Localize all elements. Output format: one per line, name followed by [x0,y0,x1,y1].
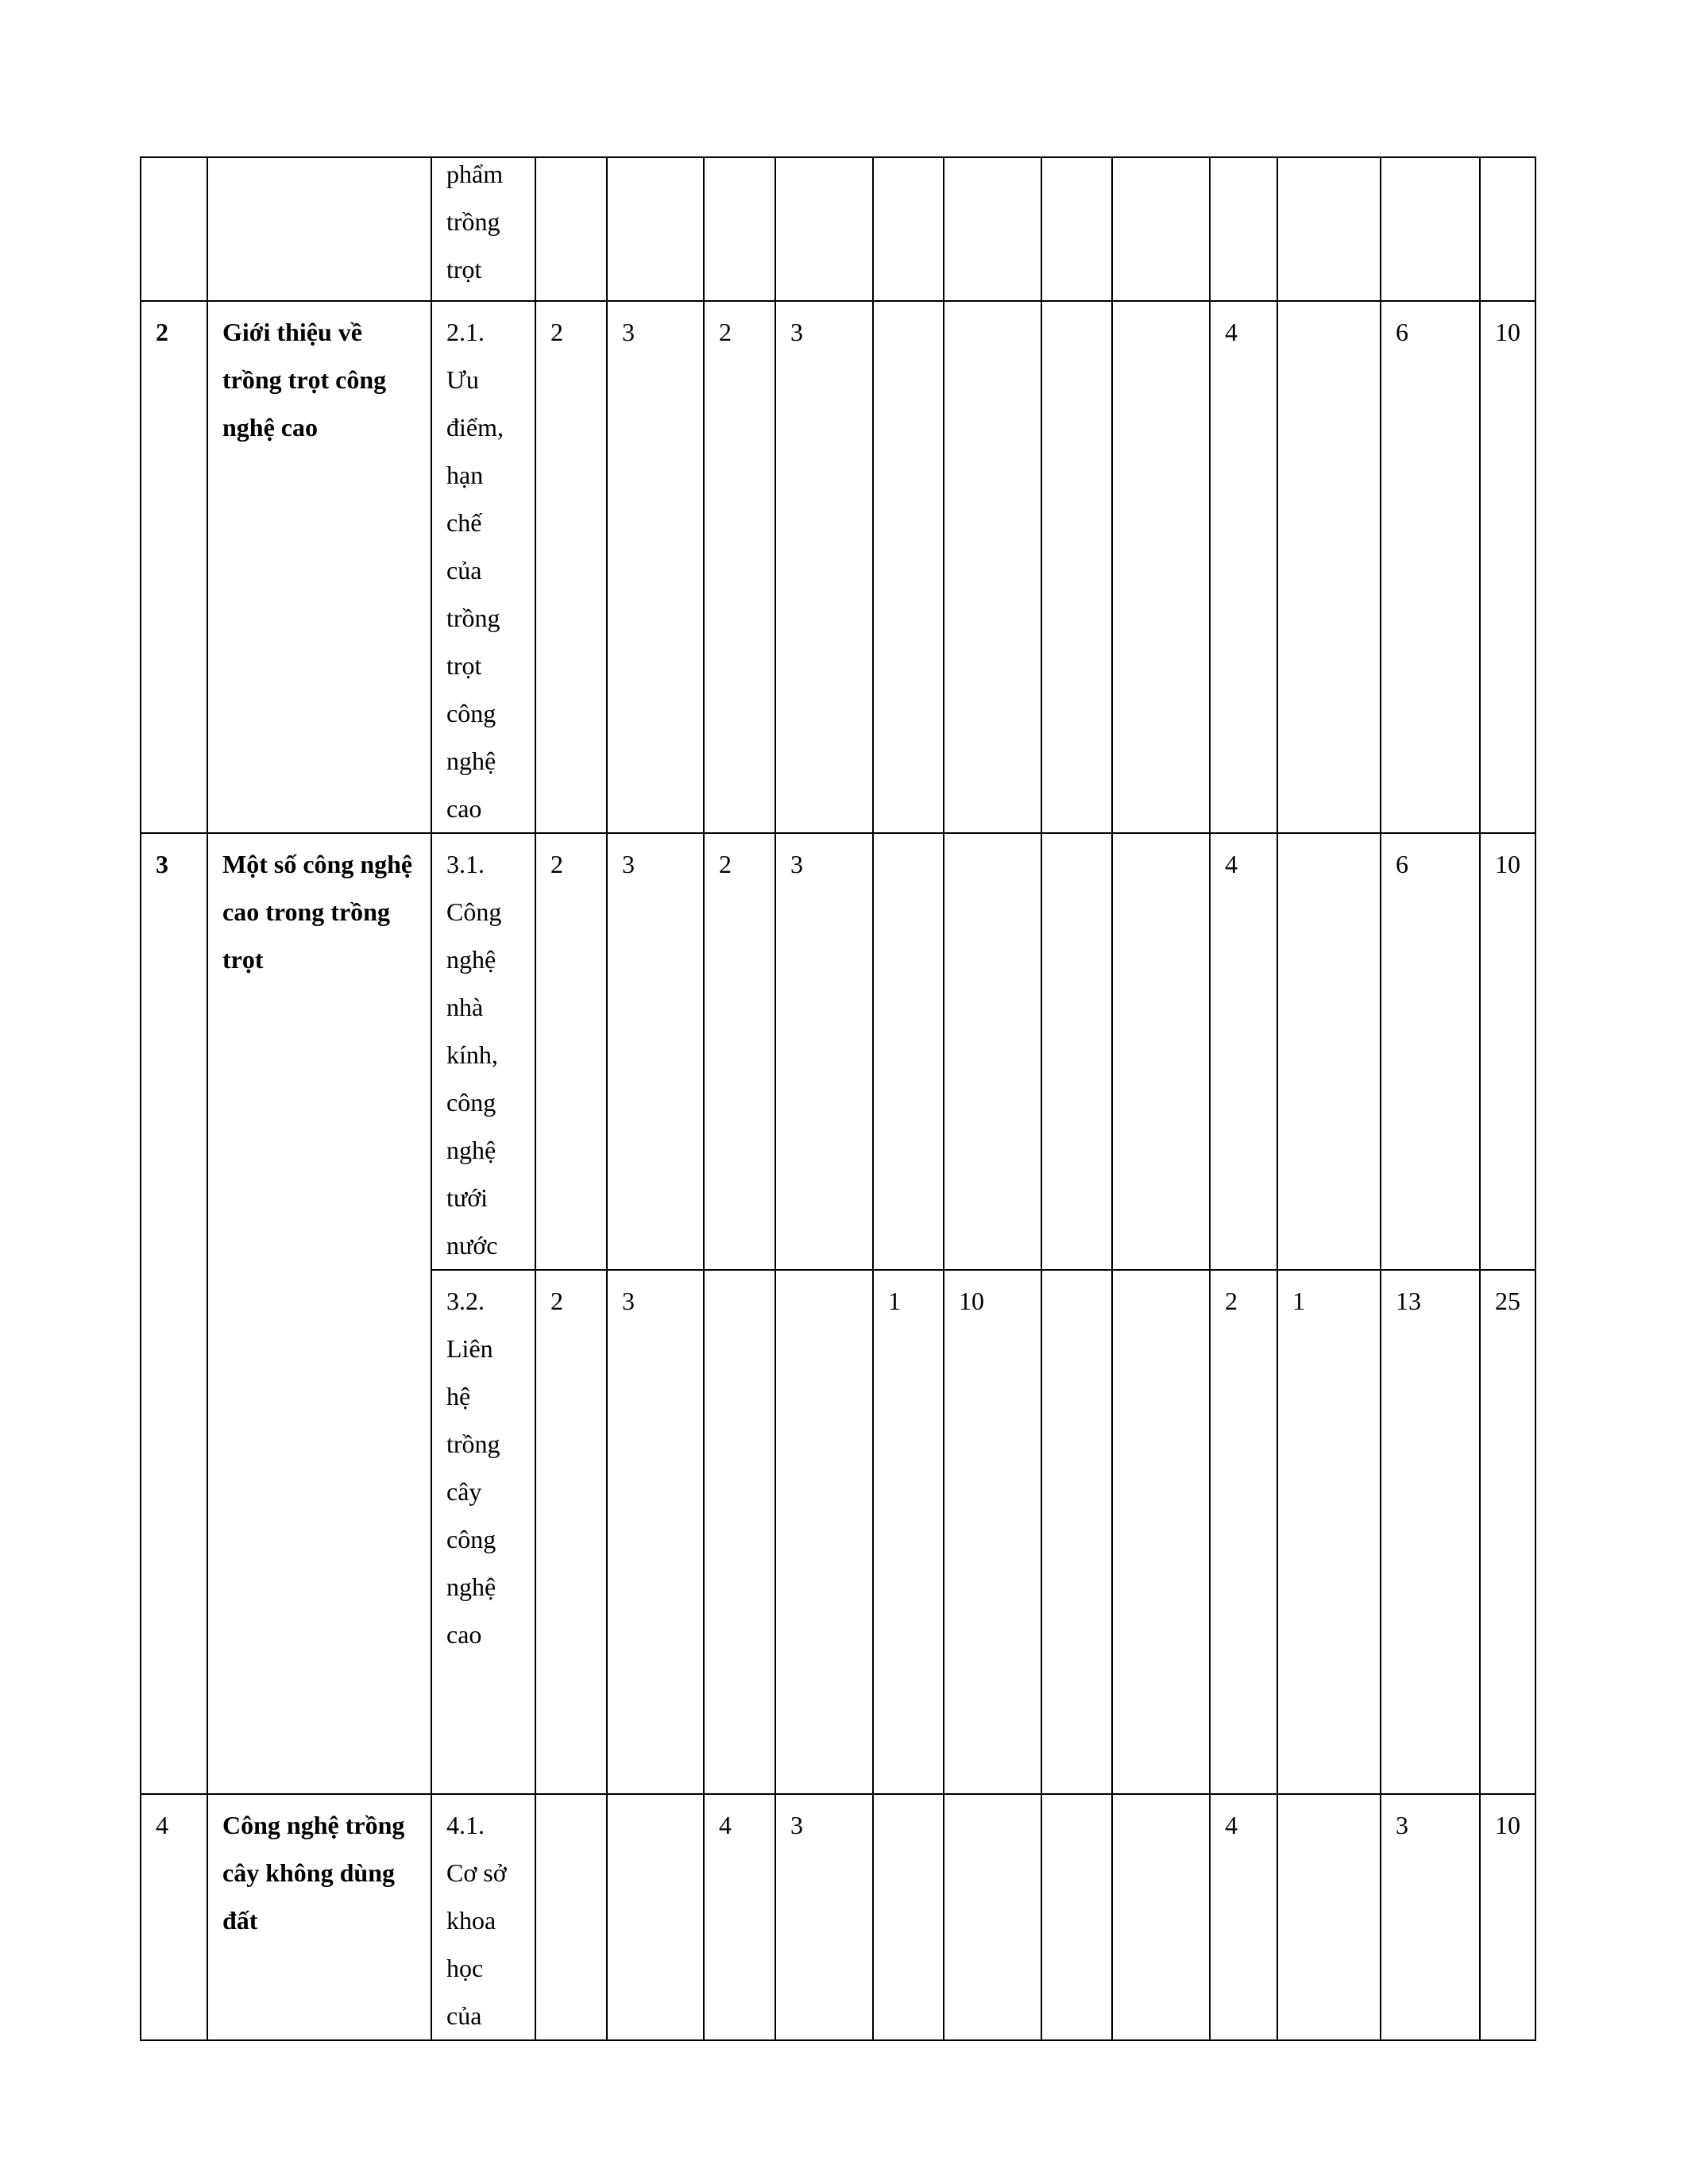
value-cell: 1 [873,1270,944,1794]
value-cell [1041,301,1112,833]
value-cell: 13 [1381,1270,1480,1794]
value-cell [1277,833,1381,1270]
value-cell: 4 [704,1794,775,2040]
value-cell: 10 [1480,1794,1535,2040]
table-row [141,157,1535,301]
value-cell [775,1270,873,1794]
value-cell [704,1270,775,1794]
topic-cell: Một số công nghệ cao trong trồng trọt [207,833,431,1794]
unit-cell: 3.2. Liên hệ trồng cây công nghệ cao [431,1270,535,1794]
value-cell: 4 [1210,833,1277,1270]
value-cell [535,1794,607,2040]
unit-cell [431,157,535,301]
value-cell [704,157,775,301]
value-cell: 1 [1277,1270,1381,1794]
value-cell: 2 [1210,1270,1277,1794]
value-cell [607,157,704,301]
value-cell: 3 [607,301,704,833]
value-cell [944,833,1041,1270]
value-cell [1277,1794,1381,2040]
row-number-cell: 2 [141,301,207,833]
table-row [141,1794,1535,2040]
value-cell: 3 [607,1270,704,1794]
table-row [141,833,1535,1270]
value-cell [775,157,873,301]
value-cell [1041,833,1112,1270]
value-cell [1112,1794,1210,2040]
value-cell [873,157,944,301]
topic-cell: Công nghệ trồng cây không dùng đất [207,1794,431,2040]
value-cell [873,833,944,1270]
value-cell: 3 [775,301,873,833]
topic-cell: Giới thiệu về trồng trọt công nghệ cao [207,301,431,833]
value-cell: 3 [1381,1794,1480,2040]
assessment-matrix-table [140,156,1536,2041]
value-cell: 2 [704,301,775,833]
value-cell [1112,157,1210,301]
value-cell: 10 [1480,833,1535,1270]
value-cell: 2 [704,833,775,1270]
value-cell [1277,301,1381,833]
unit-cell: 4.1. Cơ sở khoa học của [431,1794,535,2040]
value-cell: 10 [944,1270,1041,1794]
value-cell [535,157,607,301]
value-cell [944,301,1041,833]
value-cell [944,157,1041,301]
value-cell: 3 [775,1794,873,2040]
value-cell [1112,833,1210,1270]
value-cell: 4 [1210,1794,1277,2040]
value-cell: 3 [607,833,704,1270]
value-cell: 6 [1381,833,1480,1270]
value-cell [1381,157,1480,301]
unit-text: phẩm trồng trọt [446,160,504,284]
value-cell: 3 [775,833,873,1270]
value-cell: 2 [535,1270,607,1794]
value-cell [1112,301,1210,833]
topic-cell [207,157,431,301]
value-cell [1277,157,1381,301]
value-cell: 6 [1381,301,1480,833]
value-cell: 2 [535,301,607,833]
value-cell [873,301,944,833]
value-cell: 2 [535,833,607,1270]
value-cell [873,1794,944,2040]
row-number-cell [141,157,207,301]
row-number-cell: 4 [141,1794,207,2040]
value-cell [1210,157,1277,301]
unit-cell: 3.1. Công nghệ nhà kính, công nghệ tưới nước [431,833,535,1270]
table-row [141,301,1535,833]
value-cell: 25 [1480,1270,1535,1794]
unit-cell: 2.1. Ưu điểm, hạn chế của trồng trọt công nghệ cao [431,301,535,833]
value-cell [1041,157,1112,301]
value-cell: 4 [1210,301,1277,833]
value-cell [944,1794,1041,2040]
value-cell [1480,157,1535,301]
value-cell [607,1794,704,2040]
row-number-cell: 3 [141,833,207,1794]
value-cell: 10 [1480,301,1535,833]
value-cell [1041,1794,1112,2040]
value-cell [1112,1270,1210,1794]
value-cell [1041,1270,1112,1794]
